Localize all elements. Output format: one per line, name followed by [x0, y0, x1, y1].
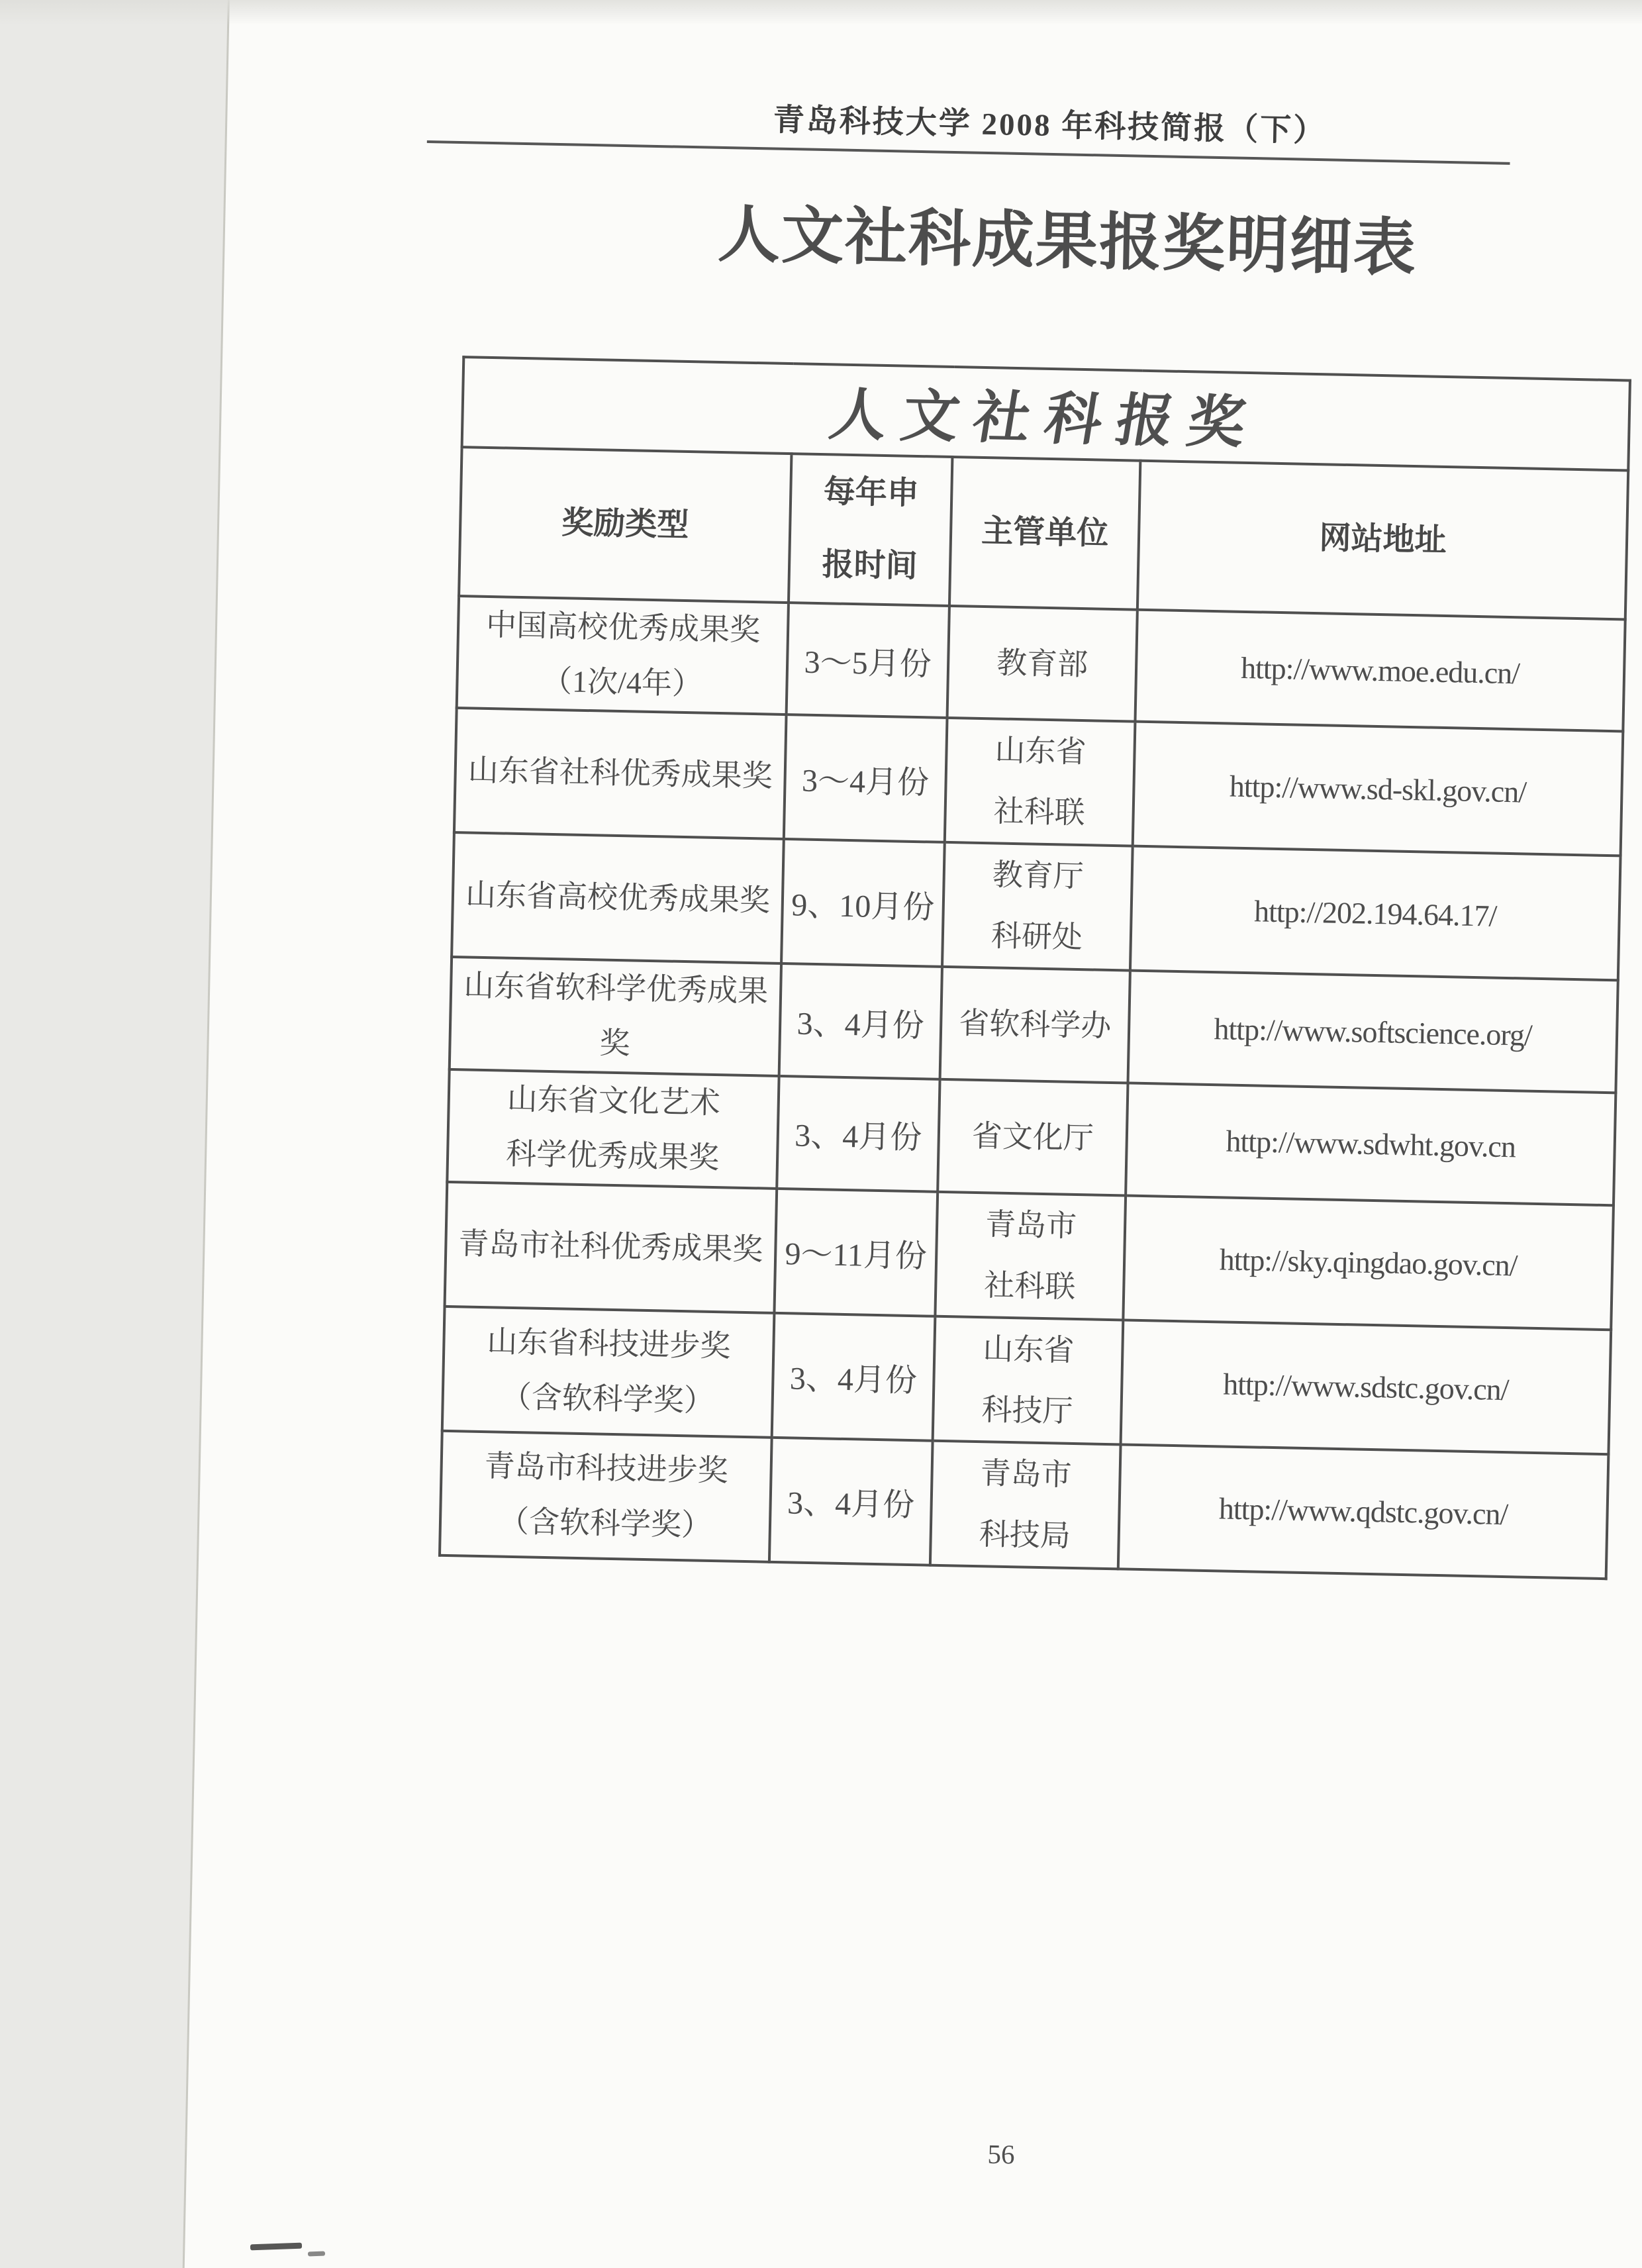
authority-cell: 教育厅 科研处: [942, 842, 1133, 971]
apply-time-cell: 3、4月份: [777, 1076, 940, 1191]
authority-cell: 青岛市 科技局: [930, 1440, 1121, 1569]
award-type-cell: 山东省科技进步奖 （含软科学奖）: [442, 1306, 775, 1437]
award-type-cell: 山东省高校优秀成果奖: [452, 832, 784, 963]
table-banner-text: 人文社科报奖: [825, 383, 1265, 456]
page-number: 56: [987, 2138, 1015, 2170]
col-header-website: 网站地址: [1137, 461, 1628, 620]
table-header-row: [459, 447, 1628, 619]
apply-time-cell: 3～4月份: [784, 715, 947, 842]
col-header-award-type: 奖励类型: [459, 447, 791, 603]
bottom-edge-smudge-small: [308, 2251, 325, 2257]
award-type-cell: 山东省软科学优秀成果奖: [450, 957, 781, 1076]
award-type-cell: 青岛市科技进步奖 （含软科学奖）: [440, 1430, 772, 1561]
col-header-apply-time: 每年申 报时间: [789, 454, 952, 606]
website-cell: http://www.sd-skl.gov.cn/: [1133, 722, 1623, 856]
document-header: 青岛科技大学 2008 年科技简报（下）: [773, 103, 1327, 149]
website-cell: http://www.sdwht.gov.cn: [1126, 1083, 1616, 1205]
authority-cell: 省文化厅: [938, 1079, 1128, 1195]
website-cell: http://www.sdstc.gov.cn/: [1121, 1320, 1612, 1454]
website-cell: http://sky.qingdao.gov.cn/: [1123, 1195, 1614, 1330]
award-type-cell: 青岛市社科优秀成果奖: [445, 1181, 777, 1312]
authority-cell: 青岛市 社科联: [935, 1191, 1126, 1320]
authority-cell: 山东省 科技厅: [933, 1316, 1124, 1444]
award-type-cell: 中国高校优秀成果奖 （1次/4年）: [457, 596, 789, 715]
apply-time-cell: 3、4月份: [772, 1312, 936, 1440]
website-cell: http://www.qdstc.gov.cn/: [1118, 1444, 1609, 1579]
table-row: [452, 832, 1620, 980]
website-cell: http://www.softscience.org/: [1128, 971, 1618, 1093]
award-type-cell: 山东省社科优秀成果奖: [454, 708, 787, 839]
apply-time-cell: 9、10月份: [781, 839, 945, 967]
awards-table: [438, 356, 1631, 1580]
table-row: [440, 1430, 1608, 1578]
document-title: 人文社科成果报奖明细表: [717, 199, 1418, 283]
website-cell: http://www.moe.edu.cn/: [1135, 609, 1625, 731]
table-row: [445, 1181, 1614, 1329]
authority-cell: 教育部: [947, 606, 1137, 722]
table-row: [454, 708, 1623, 856]
apply-time-cell: 3、4月份: [779, 963, 942, 1079]
authority-cell: 省软科学办: [940, 967, 1130, 1083]
award-type-cell: 山东省文化艺术 科学优秀成果奖: [447, 1069, 779, 1189]
col-header-authority: 主管单位: [949, 457, 1140, 609]
authority-cell: 山东省 社科联: [945, 718, 1135, 846]
apply-time-cell: 3～5月份: [787, 603, 949, 718]
table-row: [442, 1306, 1611, 1454]
apply-time-cell: 9～11月份: [774, 1188, 938, 1316]
apply-time-cell: 3、4月份: [769, 1437, 933, 1565]
website-cell: http://202.194.64.17/: [1130, 846, 1621, 981]
